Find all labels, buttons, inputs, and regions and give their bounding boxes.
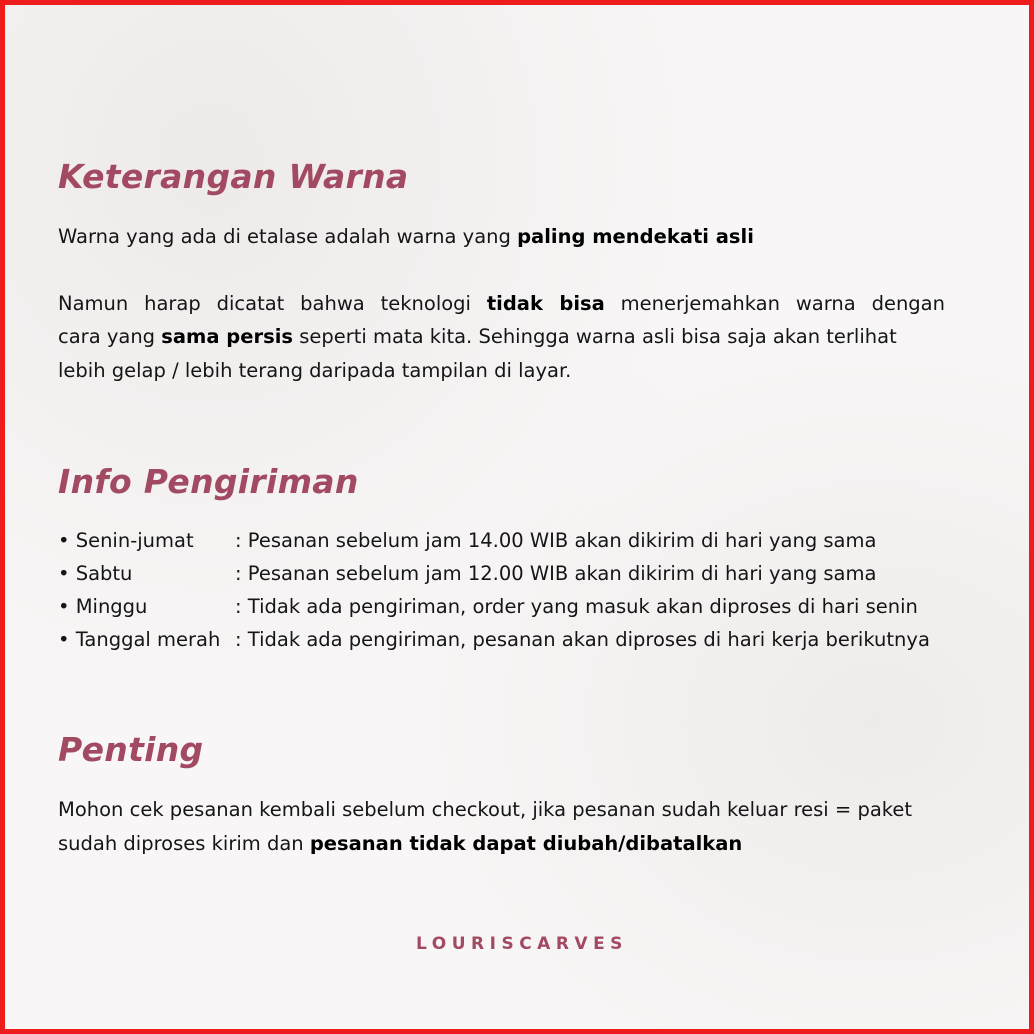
important-line-2 xyxy=(58,832,742,856)
color-note-line-3 xyxy=(58,359,571,383)
shipping-row xyxy=(58,529,876,553)
shipping-detail: : Tidak ada pengiriman, order yang masuk akan diproses di hari senin xyxy=(235,595,918,618)
text: seperti mata kita. Sehingga warna asli bisa saja akan terlihat xyxy=(293,325,897,348)
color-info-line xyxy=(58,225,754,249)
shipping-detail: : Pesanan sebelum jam 14.00 WIB akan dikirim di hari yang sama xyxy=(235,529,877,552)
bold-text: paling mendekati asli xyxy=(517,225,754,248)
shipping-day: • Minggu xyxy=(58,595,148,618)
text: Warna yang ada di etalase adalah warna yang xyxy=(58,225,518,248)
text: Namun harap dicatat bahwa teknologi xyxy=(58,292,487,315)
shipping-detail: : Tidak ada pengiriman, pesanan akan diproses di hari kerja berikutnya xyxy=(235,628,930,651)
bold-text: tidak bisa xyxy=(486,292,605,315)
color-info-heading: Keterangan Warna xyxy=(58,157,409,196)
shipping-row xyxy=(58,595,918,619)
color-note-line-2 xyxy=(58,325,897,349)
shipping-day: • Tanggal merah xyxy=(58,628,221,651)
bold-text: sama persis xyxy=(161,325,293,348)
shipping-day: • Senin-jumat xyxy=(58,529,194,552)
text: cara yang xyxy=(58,325,162,348)
color-note-line-1 xyxy=(58,292,945,316)
important-heading: Penting xyxy=(58,730,204,769)
shipping-heading: Info Pengiriman xyxy=(58,462,359,501)
shipping-row xyxy=(58,562,876,586)
brand-logo: LOURISCARVES xyxy=(416,934,628,954)
important-line-1 xyxy=(58,798,912,822)
text: sudah diproses kirim dan xyxy=(58,832,310,855)
text: Mohon cek pesanan kembali sebelum checkout, jika pesanan sudah keluar resi = paket xyxy=(58,798,913,821)
shipping-row xyxy=(58,628,930,652)
text: menerjemahkan warna dengan xyxy=(604,292,945,315)
shipping-day: • Sabtu xyxy=(58,562,133,585)
shipping-detail: : Pesanan sebelum jam 12.00 WIB akan dikirim di hari yang sama xyxy=(235,562,877,585)
text: lebih gelap / lebih terang daripada tampilan di layar. xyxy=(58,359,572,382)
bold-text: pesanan tidak dapat diubah/dibatalkan xyxy=(309,832,743,855)
